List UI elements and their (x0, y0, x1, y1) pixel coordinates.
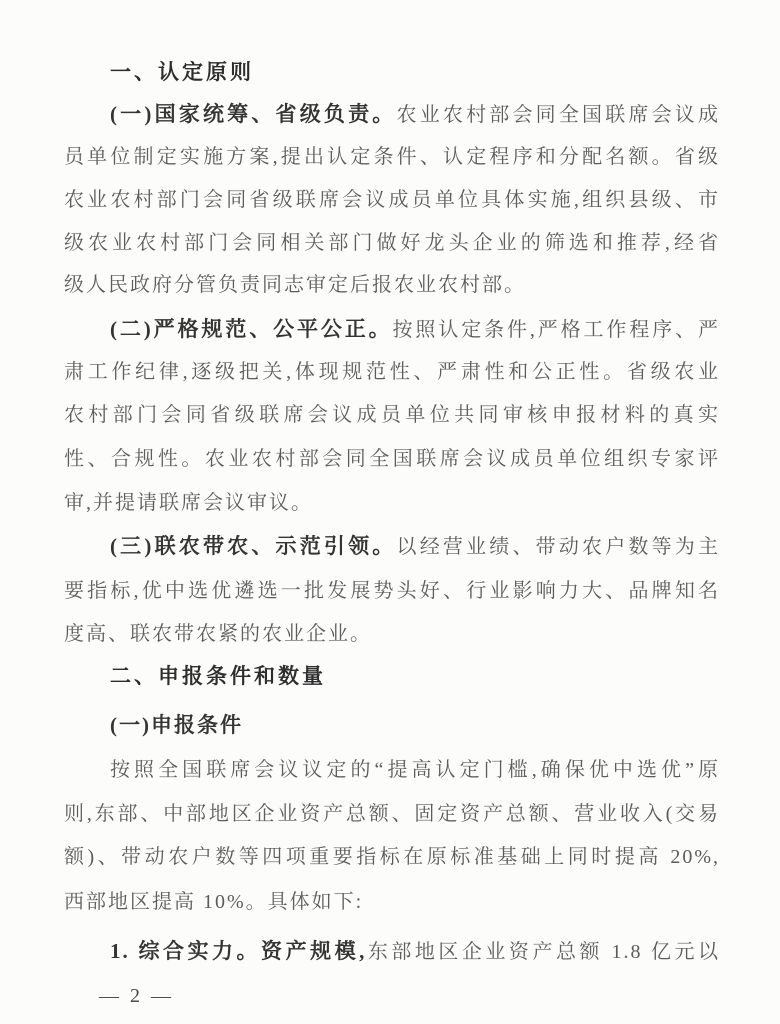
heading-text: (一)申报条件 (110, 713, 243, 737)
paragraph-lead-bold: (二)严格规范、公平公正。 (110, 317, 393, 341)
heading-text: 一、认定原则 (110, 61, 254, 84)
line-text: 度高、联农带农紧的农业企业。 (64, 623, 372, 645)
paragraph-2-line-3 (64, 400, 720, 430)
paragraph-lead-bold: (三)联农带农、示范引领。 (110, 534, 397, 558)
line-text: 东部地区企业资产总额 1.8 亿元以 (366, 941, 721, 963)
paragraph-4-line-2 (64, 799, 720, 829)
paragraph-1-line-4 (64, 228, 720, 258)
paragraph-4-line-4 (64, 887, 720, 917)
paragraph-1-line-1 (64, 99, 720, 130)
paragraph-2-line-2 (64, 357, 720, 387)
line-text: 肃工作纪律,逐级把关,体现规范性、严肃性和公正性。省级农业 (64, 361, 720, 383)
paragraph-2-line-4 (64, 444, 720, 474)
paragraph-4-line-3 (64, 842, 720, 872)
paragraph-2-line-1 (64, 314, 720, 345)
line-text: 以经营业绩、带动农户数等为主 (396, 536, 720, 558)
page-number: — 2 — (99, 985, 174, 1007)
line-text: 额)、带动农户数等四项重要指标在原标准基础上同时提高 20%, (64, 846, 720, 868)
heading-text: 二、申报条件和数量 (110, 665, 326, 688)
line-text: 则,东部、中部地区企业资产总额、固定资产总额、营业收入(交易 (64, 803, 720, 825)
line-text: 级农业农村部门会同相关部门做好龙头企业的筛选和推荐,经省 (64, 232, 720, 254)
paragraph-1-line-3 (64, 185, 720, 215)
paragraph-5-line-1 (64, 936, 720, 967)
paragraph-lead-bold: 1. 综合实力。资产规模, (110, 939, 367, 963)
section-heading-1 (64, 58, 720, 88)
line-text: 级人民政府分管负责同志审定后报农业农村部。 (64, 274, 526, 296)
paragraph-3-line-2 (64, 576, 720, 606)
line-text: 西部地区提高 10%。具体如下: (64, 891, 364, 913)
line-text: 员单位制定实施方案,提出认定条件、认定程序和分配名额。省级 (64, 146, 720, 168)
line-text: 性、合规性。农业农村部会同全国联席会议成员单位组织专家评 (64, 448, 720, 470)
line-text: 审,并提请联席会议审议。 (64, 492, 313, 514)
paragraph-3-line-1 (64, 531, 720, 562)
subsection-heading (64, 710, 720, 741)
line-text: 要指标,优中选优遴选一批发展势头好、行业影响力大、品牌知名 (64, 580, 720, 602)
line-text: 农村部门会同省级联席会议成员单位共同审核申报材料的真实 (64, 404, 720, 426)
paragraph-1-line-5 (64, 270, 720, 300)
paragraph-lead-bold: (一)国家统筹、省级负责。 (110, 102, 397, 126)
paragraph-3-line-3 (64, 619, 720, 649)
line-text: 农业农村部会同全国联席会议成 (396, 104, 720, 126)
paragraph-2-line-5 (64, 488, 720, 518)
line-text: 农业农村部门会同省级联席会议成员单位具体实施,组织县级、市 (64, 189, 720, 211)
section-heading-2 (64, 662, 720, 692)
paragraph-1-line-2 (64, 142, 720, 172)
line-text: 按照认定条件,严格工作程序、严 (392, 319, 720, 341)
paragraph-4-line-1 (64, 755, 720, 785)
line-text: 按照全国联席会议议定的“提高认定门槛,确保优中选优”原 (110, 759, 720, 781)
